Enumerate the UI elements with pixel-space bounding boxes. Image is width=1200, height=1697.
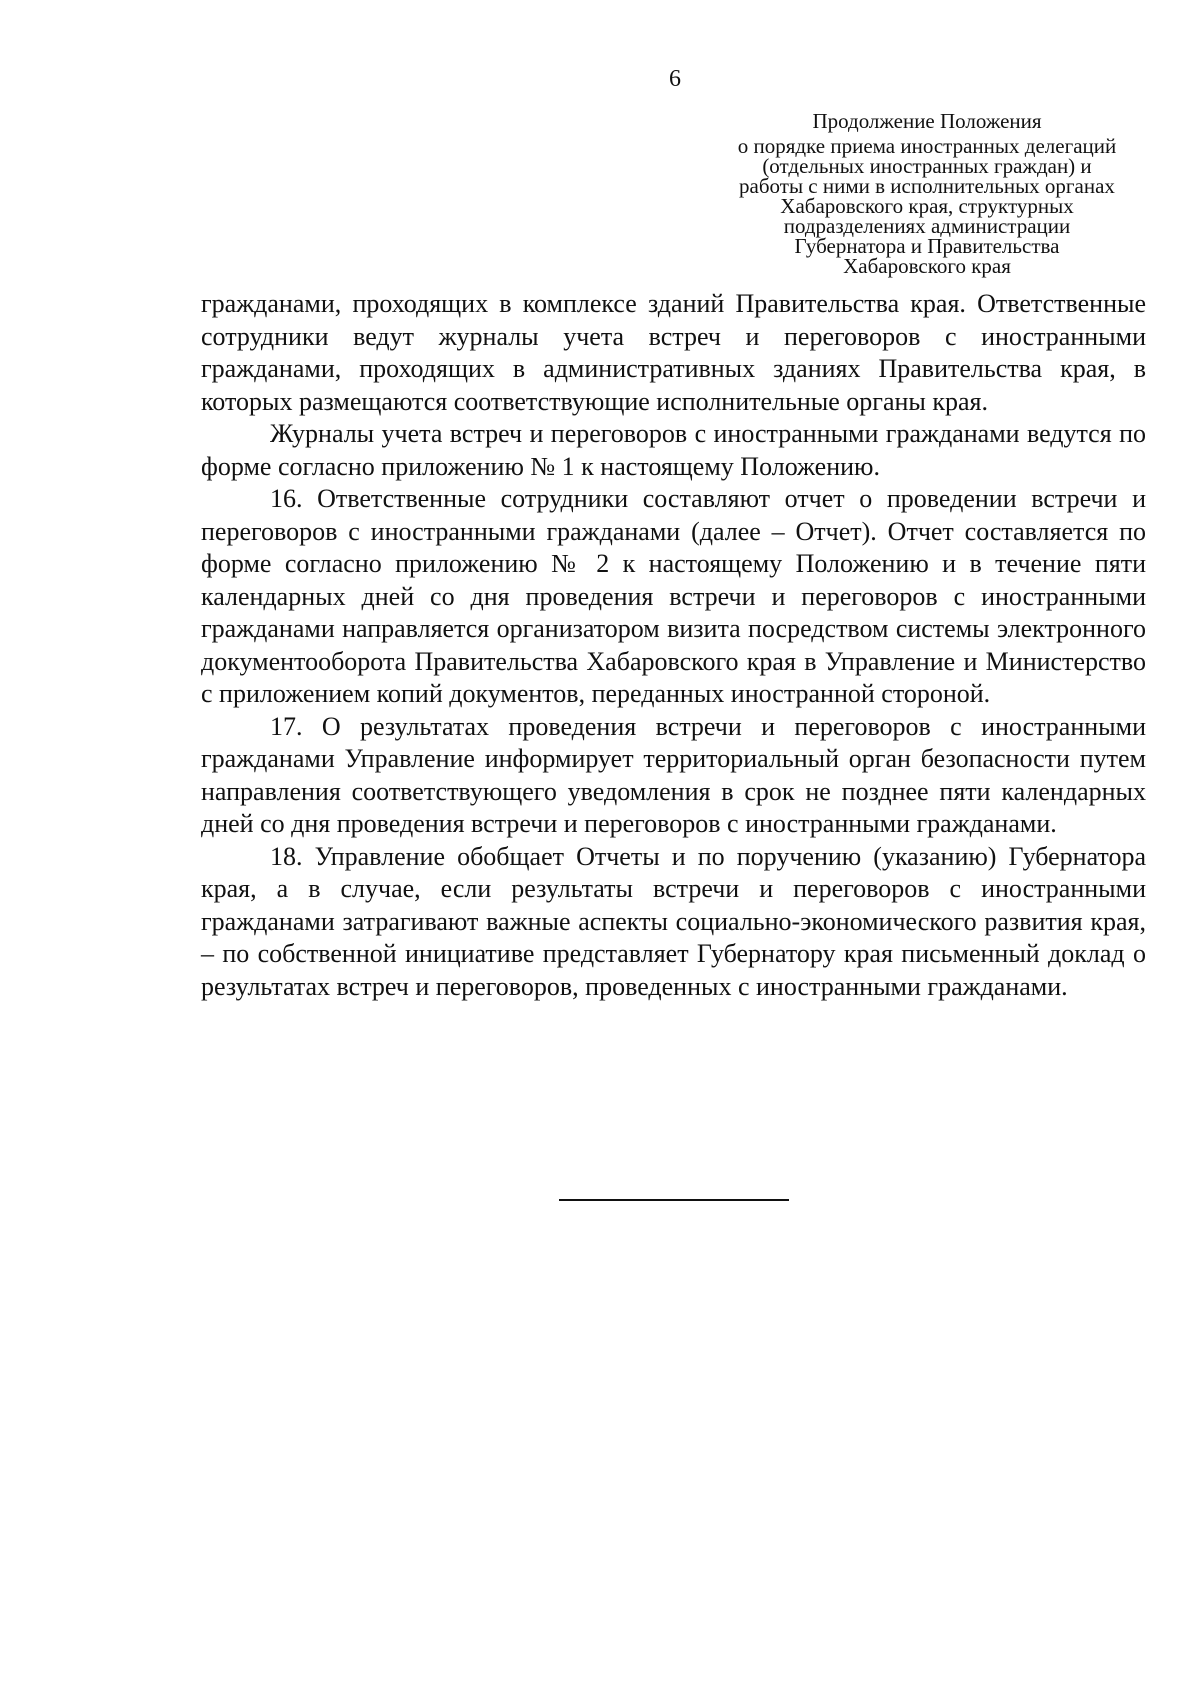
closing-divider bbox=[559, 1199, 789, 1201]
paragraph-journals: Журналы учета встреч и переговоров с иностранными гражданами ведутся по форме согласно приложению № 1 к настоящему Положению. bbox=[201, 419, 1146, 481]
running-header-line: (отдельных иностранных граждан) и bbox=[762, 154, 1092, 178]
paragraph-item-16: 16. Ответственные сотрудники составляют отчет о проведении встречи и переговоров с иностранными гражданами (далее – Отчет). Отчет составляется по форме согласно приложению № 2 к настоящему Положению и в течение пяти календарных дней со дня проведения встречи и переговоров с иностранными гражданами направляется организатором визита посредством системы электронного документооборота Правительства Хабаровского края в Управление и Министерство с приложением копий документов, переданных иностранной стороной. bbox=[201, 484, 1146, 708]
running-header-line: Хабаровского края bbox=[843, 254, 1011, 278]
paragraph-continuation: гражданами, проходящих в комплексе зданий Правительства края. Ответственные сотрудники ведут журналы учета встреч и переговоров с иностранными гражданами, проходящих в административных зданиях Правительства края, в которых размещаются соответствующие исполнительные органы края. bbox=[201, 289, 1146, 416]
running-header-line: о порядке приема иностранных делегаций bbox=[737, 134, 1117, 158]
running-header-line: Губернатора и Правительства bbox=[794, 234, 1060, 258]
running-header bbox=[692, 108, 1162, 276]
page-number: 6 bbox=[669, 66, 681, 92]
running-header-line: работы с ними в исполнительных органах bbox=[739, 174, 1115, 198]
running-header-line: подразделениях администрации bbox=[783, 214, 1071, 238]
running-header-title: Продолжение Положения bbox=[812, 109, 1042, 133]
paragraph-item-17: 17. О результатах проведения встречи и переговоров с иностранными гражданами Управление информирует территориальный орган безопасности путем направления соответствующего уведомления в срок не позднее пяти календарных дней со дня проведения встречи и переговоров с иностранными гражданами. bbox=[201, 711, 1146, 838]
document-body bbox=[201, 288, 1146, 1003]
paragraph-item-18: 18. Управление обобщает Отчеты и по поручению (указанию) Губернатора края, а в случае, если результаты встречи и переговоров с иностранными гражданами затрагивают важные аспекты социально-экономического развития края, – по собственной инициативе представляет Губернатору края письменный доклад о результатах встреч и переговоров, проведенных с иностранными гражданами. bbox=[201, 841, 1146, 1001]
running-header-line: Хабаровского края, структурных bbox=[780, 194, 1074, 218]
